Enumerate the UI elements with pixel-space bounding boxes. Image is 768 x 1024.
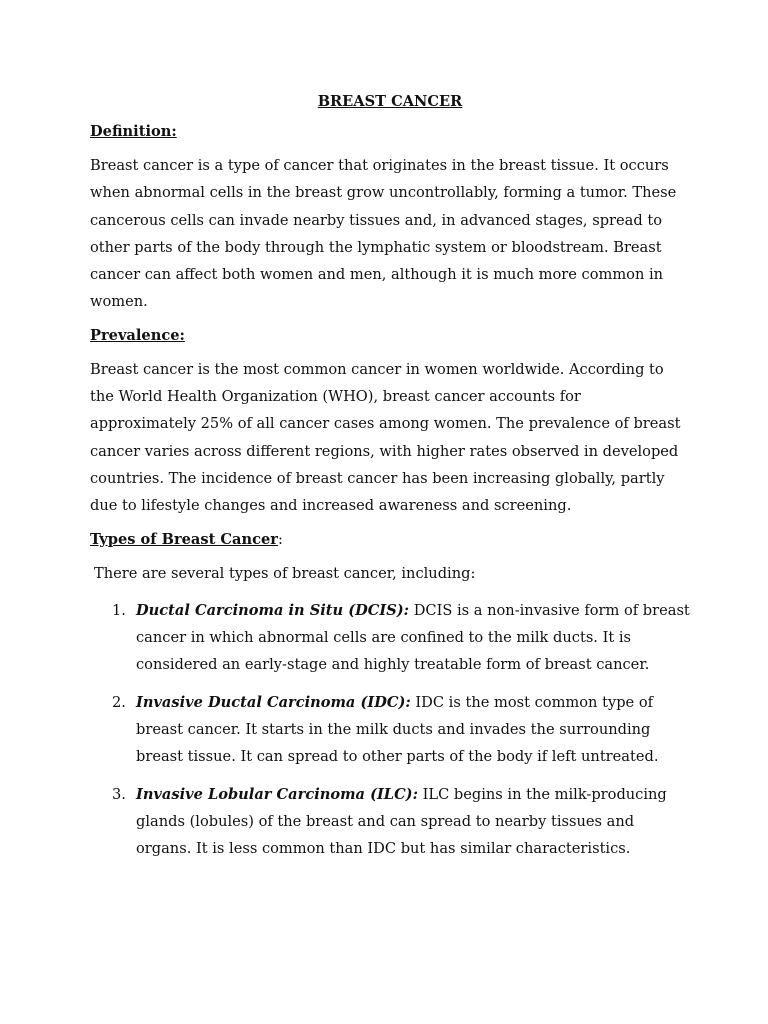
types-heading-text: Types of Breast Cancer (90, 530, 278, 548)
list-item-term: Invasive Ductal Carcinoma (IDC): (136, 693, 411, 711)
types-heading (90, 530, 690, 550)
list-item-number: 2. (112, 693, 126, 711)
prevalence-heading (90, 326, 690, 346)
document-title: BREAST CANCER (317, 93, 463, 110)
types-list (90, 597, 690, 863)
document-page (90, 92, 690, 873)
list-item-term: Invasive Lobular Carcinoma (ILC): (136, 785, 418, 803)
types-heading-colon: : (277, 530, 283, 548)
definition-paragraph: Breast cancer is a type of cancer that originates in the breast tissue. It occurs when abnormal cells in the breast grow uncontrollably, forming a tumor. These cancerous cells can invade nearby tissues and, in advanced stages, spread to other parts of the body through the lymphatic system or bloodstream. Breast cancer can affect both women and men, although it is much more common in women. (90, 157, 677, 311)
list-item-number: 3. (112, 785, 126, 803)
list-item-term: Ductal Carcinoma in Situ (DCIS): (136, 601, 410, 619)
prevalence-heading-text: Prevalence: (90, 326, 185, 344)
list-item (90, 689, 690, 771)
prevalence-paragraph: Breast cancer is the most common cancer in women worldwide. According to the World Health Organization (WHO), breast cancer accounts for approximately 25% of all cancer cases among women. The prevalence of breast cancer varies across different regions, with higher rates observed in developed countries. The incidence of breast cancer has been increasing globally, partly due to lifestyle changes and increased awareness and screening. (90, 360, 681, 515)
list-item-text: IDC is the most common type of breast cancer. It starts in the milk ducts and invades the surrounding breast tissue. It can spread to other parts of the body if left untreated. (136, 693, 659, 766)
list-item (90, 597, 690, 679)
types-intro: There are several types of breast cancer, including: (94, 564, 476, 582)
list-item-number: 1. (112, 601, 126, 619)
list-item-text: DCIS is a non-invasive form of breast cancer in which abnormal cells are confined to the milk ducts. It is considered an early-stage and highly treatable form of breast cancer. (136, 601, 690, 674)
list-item-text: ILC begins in the milk-producing glands (lobules) of the breast and can spread to nearby tissues and organs. It is less common than IDC but has similar characteristics. (136, 785, 667, 858)
definition-heading-text: Definition: (90, 123, 177, 140)
list-item (90, 781, 690, 863)
definition-heading (90, 122, 690, 142)
